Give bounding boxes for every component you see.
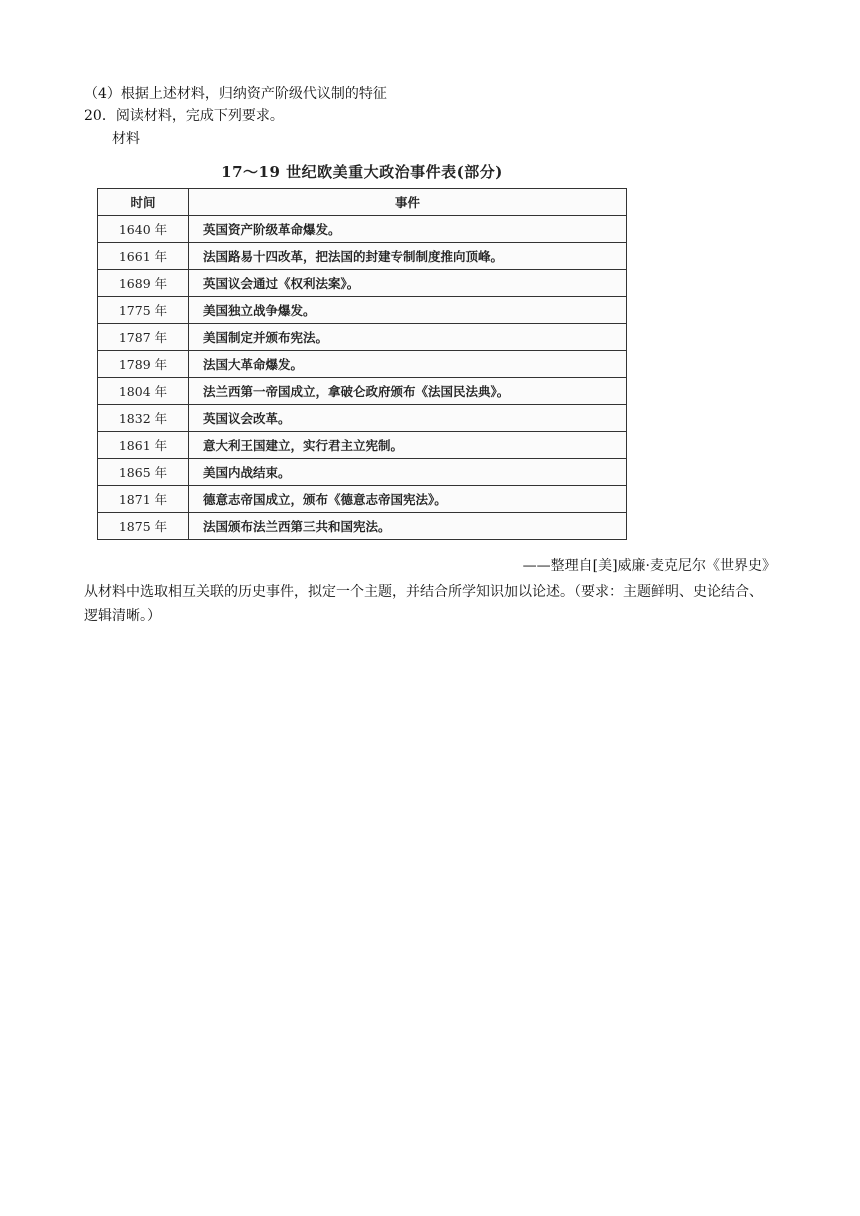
row-year: 1804 年	[98, 378, 189, 405]
row-event: 美国独立战争爆发。	[189, 297, 627, 324]
row-event: 美国内战结束。	[189, 459, 627, 486]
row-year: 1871 年	[98, 486, 189, 513]
row-event: 英国议会通过《权利法案》。	[189, 270, 627, 297]
row-event: 意大利王国建立，实行君主立宪制。	[189, 432, 627, 459]
row-event: 法兰西第一帝国成立，拿破仑政府颁布《法国民法典》。	[189, 378, 627, 405]
header-event: 事件	[189, 189, 627, 216]
table-row	[98, 324, 627, 351]
table-row	[98, 270, 627, 297]
material-label: 材料	[112, 131, 140, 147]
row-year: 1865 年	[98, 459, 189, 486]
task-instructions: 从材料中选取相互关联的历史事件，拟定一个主题，并结合所学知识加以论述。（要求：主题鲜明、史论结合、逻辑清晰。）	[84, 584, 763, 624]
table-row	[98, 405, 627, 432]
table-row	[98, 486, 627, 513]
row-year: 1832 年	[98, 405, 189, 432]
row-event: 法国路易十四改革，把法国的封建专制制度推向顶峰。	[189, 243, 627, 270]
table-row	[98, 378, 627, 405]
row-year: 1789 年	[98, 351, 189, 378]
question-4-prompt: （4）根据上述材料，归纳资产阶级代议制的特征	[84, 86, 387, 102]
table-row	[98, 216, 627, 243]
row-event: 美国制定并颁布宪法。	[189, 324, 627, 351]
row-event: 德意志帝国成立，颁布《德意志帝国宪法》。	[189, 486, 627, 513]
source-citation: ——整理自[美]威廉·麦克尼尔《世界史》	[522, 558, 776, 574]
row-year: 1787 年	[98, 324, 189, 351]
table-row	[98, 243, 627, 270]
table-row	[98, 297, 627, 324]
row-event: 法国大革命爆发。	[189, 351, 627, 378]
table-row	[98, 459, 627, 486]
row-year: 1861 年	[98, 432, 189, 459]
events-table	[97, 188, 627, 540]
table-header-row	[98, 189, 627, 216]
row-year: 1661 年	[98, 243, 189, 270]
header-time: 时间	[98, 189, 189, 216]
table-row	[98, 432, 627, 459]
row-year: 1775 年	[98, 297, 189, 324]
row-event: 英国议会改革。	[189, 405, 627, 432]
table-title: 17～19 世纪欧美重大政治事件表(部分)	[221, 163, 503, 181]
row-year: 1640 年	[98, 216, 189, 243]
row-event: 英国资产阶级革命爆发。	[189, 216, 627, 243]
events-table-image	[97, 188, 627, 538]
row-event: 法国颁布法兰西第三共和国宪法。	[189, 513, 627, 540]
table-body	[98, 216, 627, 540]
row-year: 1875 年	[98, 513, 189, 540]
row-year: 1689 年	[98, 270, 189, 297]
table-row	[98, 513, 627, 540]
table-row	[98, 351, 627, 378]
question-20-heading: 20．阅读材料，完成下列要求。	[84, 108, 284, 124]
